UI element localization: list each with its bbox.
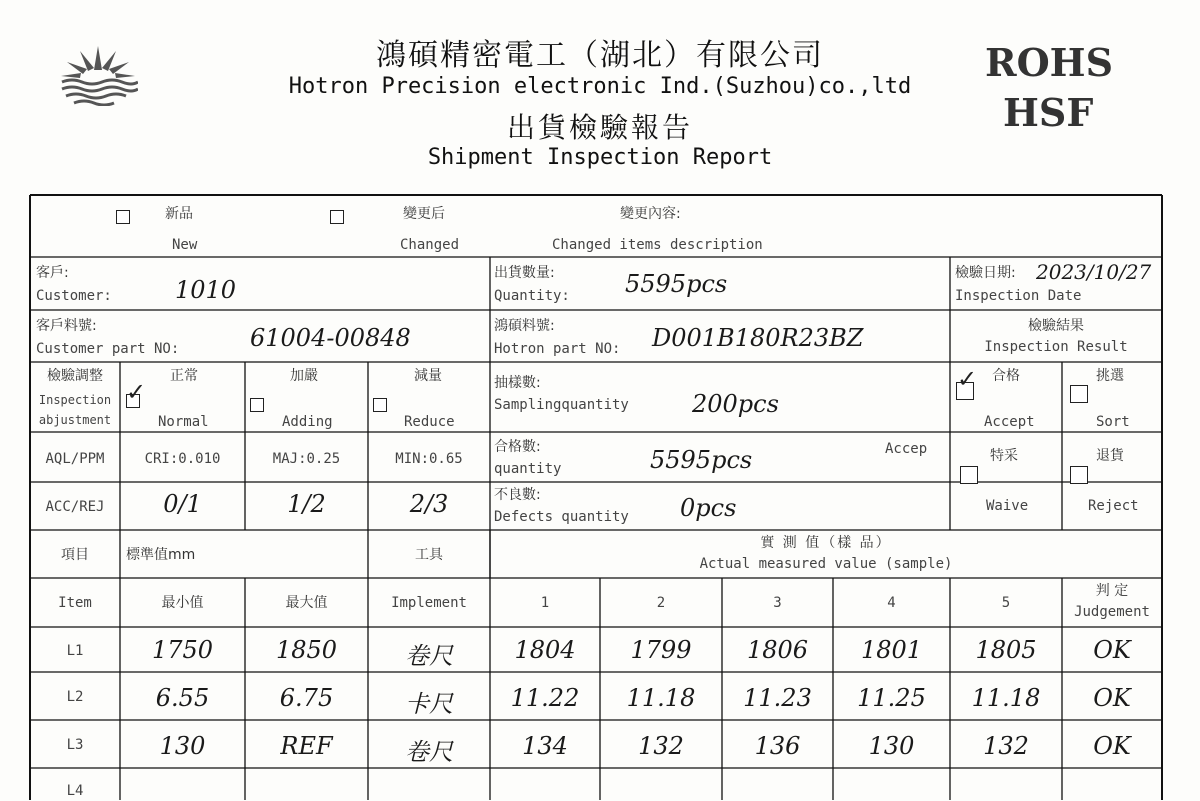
row-item: L3 bbox=[66, 737, 84, 753]
row-sample-4: 130 bbox=[868, 732, 915, 760]
waive-label-en: Waive bbox=[986, 498, 1029, 514]
adjust-label-en1: Inspection bbox=[38, 393, 112, 407]
sort-checkbox[interactable] bbox=[1070, 385, 1088, 403]
rohs-mark: ROHS bbox=[985, 40, 1114, 85]
row-judgement: OK bbox=[1093, 732, 1131, 760]
result-label-cn: 檢驗結果 bbox=[1028, 318, 1084, 334]
item-label-cn: 項目 bbox=[61, 547, 89, 563]
row-min: 130 bbox=[159, 732, 206, 760]
sample-2-label: 2 bbox=[656, 595, 666, 611]
sample-3-label: 3 bbox=[773, 595, 782, 611]
quantity-label-en: Quantity: bbox=[494, 288, 570, 304]
reject-label-en: Reject bbox=[1088, 498, 1139, 514]
judgement-label-en: Judgement bbox=[1074, 604, 1150, 620]
max-label-cn: 最大值 bbox=[285, 595, 328, 611]
min-label-cn: 最小值 bbox=[161, 595, 204, 611]
row-max: REF bbox=[280, 732, 333, 760]
qualified-label-en: quantity bbox=[494, 461, 562, 477]
accept-check-mark-icon: ✓ bbox=[957, 365, 978, 393]
aql-maj: MAJ:0.25 bbox=[272, 451, 341, 467]
adding-checkbox[interactable] bbox=[250, 398, 264, 412]
changed-checkbox[interactable] bbox=[330, 210, 344, 224]
row-sample-4: 1801 bbox=[860, 636, 923, 664]
sampling-label-en: Samplingquantity bbox=[494, 397, 629, 413]
row-judgement: OK bbox=[1093, 636, 1131, 664]
item-label-en: Item bbox=[58, 595, 92, 611]
row-sample-2: 132 bbox=[638, 732, 684, 760]
date-label-en: Inspection Date bbox=[955, 288, 1082, 304]
hotron-part-label-en: Hotron part NO: bbox=[494, 341, 621, 357]
aql-cri: CRI:0.010 bbox=[144, 451, 221, 467]
company-name-cn: 鴻碩精密電工（湖北）有限公司 bbox=[376, 38, 824, 73]
report-title-cn: 出貨檢驗報告 bbox=[506, 111, 693, 144]
customer-part-label-en: Customer part NO: bbox=[36, 341, 180, 357]
date-label-cn: 檢驗日期: bbox=[955, 265, 1016, 281]
customer-part-label-cn: 客戶料號: bbox=[36, 318, 97, 334]
actual-label-en: Actual measured value (sample) bbox=[699, 556, 953, 572]
row-max: 1850 bbox=[275, 636, 338, 664]
row-tool: 卷尺 bbox=[405, 642, 453, 670]
row-sample-4: 11.25 bbox=[857, 684, 926, 712]
quantity-value: 5595pcs bbox=[625, 270, 728, 298]
implement-label: Implement bbox=[391, 595, 467, 611]
adding-label-en: Adding bbox=[282, 414, 333, 430]
defects-label-en: Defects quantity bbox=[494, 509, 629, 525]
hsf-mark: HSF bbox=[1003, 90, 1094, 135]
customer-part-value: 61004-00848 bbox=[250, 324, 411, 352]
customer-label-cn: 客戶: bbox=[36, 265, 69, 281]
adding-label-cn: 加嚴 bbox=[290, 368, 318, 384]
reduce-checkbox[interactable] bbox=[373, 398, 387, 412]
judgement-label-cn: 判 定 bbox=[1095, 583, 1129, 599]
row-sample-3: 11.23 bbox=[743, 684, 812, 712]
sampling-value: 200pcs bbox=[692, 390, 779, 418]
row-sample-5: 11.18 bbox=[971, 684, 1041, 712]
changed-label-en: Changed bbox=[400, 237, 460, 253]
waive-checkbox[interactable] bbox=[960, 466, 978, 484]
normal-label-cn: 正常 bbox=[170, 368, 198, 384]
defects-value: 0pcs bbox=[680, 494, 737, 522]
new-label-en: New bbox=[172, 237, 198, 253]
change-desc-label-en: Changed items description bbox=[552, 237, 763, 253]
adjust-label-cn: 檢驗調整 bbox=[47, 368, 103, 384]
change-desc-label-cn: 變更內容: bbox=[620, 206, 681, 222]
company-name-en: Hotron Precision electronic Ind.(Suzhou)co.,ltd bbox=[288, 74, 912, 99]
row-min: 6.55 bbox=[155, 684, 210, 712]
check-mark-icon: ✓ bbox=[126, 378, 147, 406]
sample-1-label: 1 bbox=[540, 595, 550, 611]
sort-label-en: Sort bbox=[1096, 414, 1130, 430]
customer-label-en: Customer: bbox=[36, 288, 112, 304]
row-sample-3: 1806 bbox=[746, 636, 809, 664]
report-title-en: Shipment Inspection Report bbox=[427, 145, 773, 170]
changed-label-cn: 變更后 bbox=[403, 206, 445, 222]
row-sample-3: 136 bbox=[754, 732, 801, 760]
row-tool: 卷尺 bbox=[405, 738, 453, 766]
reduce-label-en: Reduce bbox=[404, 414, 455, 430]
row-item: L2 bbox=[66, 689, 84, 705]
qualified-value: 5595pcs bbox=[650, 446, 753, 474]
sampling-label-cn: 抽樣數: bbox=[494, 375, 541, 391]
row-sample-5: 132 bbox=[983, 732, 1029, 760]
aql-min: MIN:0.65 bbox=[395, 451, 463, 467]
accrej-cri-value: 0/1 bbox=[163, 490, 202, 518]
reduce-label-cn: 減量 bbox=[414, 368, 442, 384]
accrej-min-value: 2/3 bbox=[409, 490, 449, 518]
row-sample-5: 1805 bbox=[975, 636, 1037, 664]
result-label-en: Inspection Result bbox=[984, 339, 1128, 355]
row-sample-1: 134 bbox=[522, 732, 568, 760]
accrej-maj-value: 1/2 bbox=[287, 490, 326, 518]
adjust-label-en2: abjustment bbox=[38, 413, 112, 427]
quantity-label-cn: 出貨數量: bbox=[494, 265, 555, 281]
row-judgement: OK bbox=[1093, 684, 1131, 712]
row-tool: 卡尺 bbox=[405, 690, 453, 718]
standard-label-cn: 標準值mm bbox=[126, 547, 196, 563]
qualified-label-cn: 合格數: bbox=[494, 439, 541, 455]
reject-label-cn: 退貨 bbox=[1096, 448, 1124, 464]
new-label-cn: 新品 bbox=[165, 206, 193, 222]
customer-value: 1010 bbox=[175, 276, 237, 304]
row-sample-2: 11.18 bbox=[626, 684, 696, 712]
row-max: 6.75 bbox=[279, 684, 334, 712]
hotron-part-value: D001B180R23BZ bbox=[652, 324, 864, 352]
actual-label-cn: 實 測 值（樣 品） bbox=[760, 535, 892, 551]
row-min: 1750 bbox=[151, 636, 214, 664]
row-sample-1: 1804 bbox=[514, 636, 576, 664]
accep-note: Accep bbox=[885, 441, 928, 457]
normal-label-en: Normal bbox=[158, 414, 209, 430]
waive-label-cn: 特采 bbox=[990, 448, 1018, 464]
hotron-part-label-cn: 鴻碩料號: bbox=[494, 318, 555, 334]
accrej-label: ACC/REJ bbox=[45, 499, 105, 515]
sort-label-cn: 挑選 bbox=[1096, 368, 1124, 384]
accept-label-en: Accept bbox=[984, 414, 1035, 430]
reject-checkbox[interactable] bbox=[1070, 466, 1088, 484]
defects-label-cn: 不良數: bbox=[494, 487, 541, 503]
aql-label: AQL/PPM bbox=[45, 451, 105, 467]
row-item: L4 bbox=[66, 783, 84, 799]
date-value: 2023/10/27 bbox=[1036, 260, 1152, 284]
tool-label-cn: 工具 bbox=[415, 547, 443, 563]
new-checkbox[interactable] bbox=[116, 210, 130, 224]
sample-5-label: 5 bbox=[1001, 595, 1011, 611]
sample-4-label: 4 bbox=[887, 595, 896, 611]
row-item: L1 bbox=[66, 643, 84, 659]
row-sample-2: 1799 bbox=[630, 636, 692, 664]
accept-label-cn: 合格 bbox=[992, 368, 1020, 384]
row-sample-1: 11.22 bbox=[510, 684, 580, 712]
